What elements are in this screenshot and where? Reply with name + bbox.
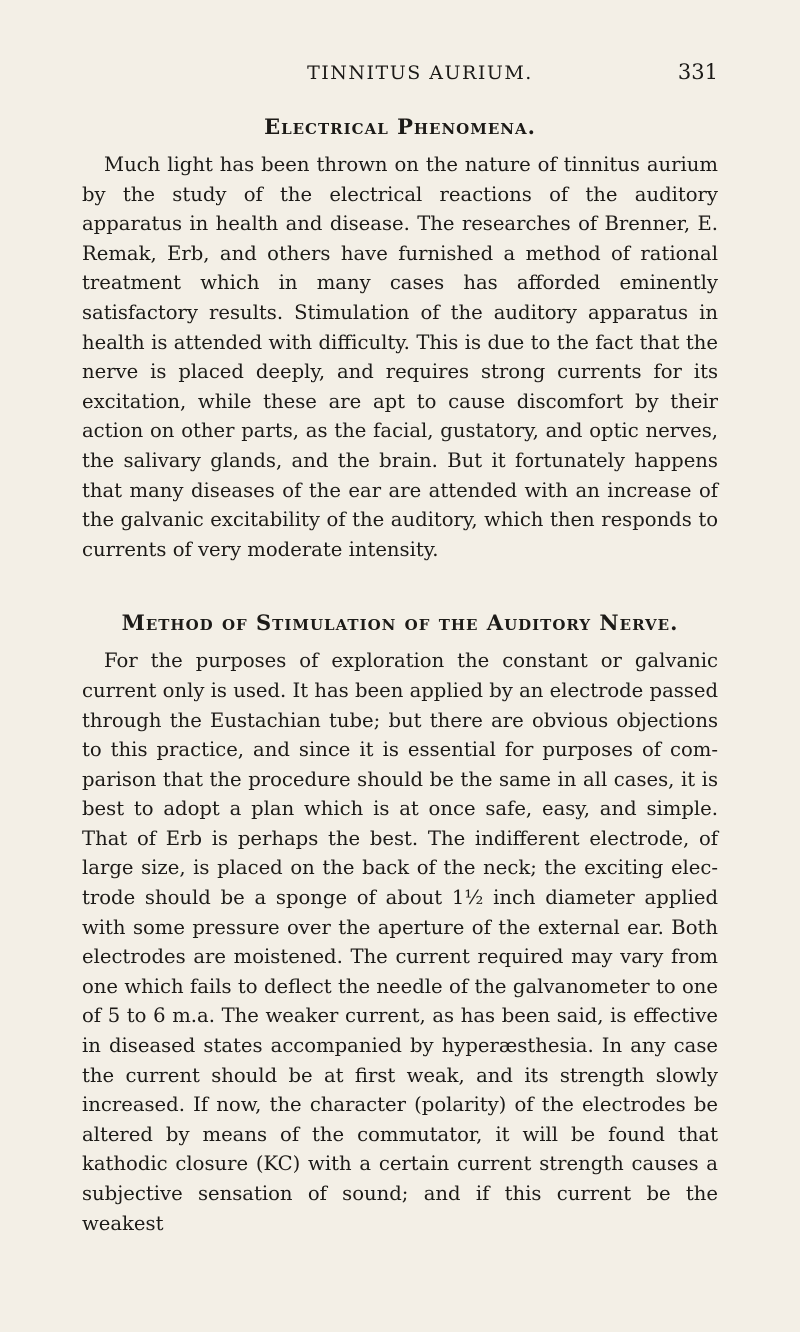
body-text <box>82 112 718 1238</box>
paragraph-method-of-stimulation: For the purposes of exploration the constant or galvanic current only is used. It has been applied by an electrode passed through the Eustachian tube; but there are obvious objections to this practice, and since it is essential for purposes of comparison that the procedure should be the same in all cases, it is best to adopt a plan which is at once safe, easy, and simple. That of Erb is perhaps the best. The indifferent electrode, of large size, is placed on the back of the neck; the exciting electrode should be a sponge of about 1½ inch diameter applied with some pressure over the aperture of the external ear. Both electrodes are moistened. The current required may vary from one which fails to deflect the needle of the galvanometer to one of 5 to 6 m.a. The weaker current, as has been said, is effective in diseased states accompanied by hyperæsthesia. In any case the current should be at first weak, and its strength slowly increased. If now, the character (polarity) of the electrodes be altered by means of the commutator, it will be found that kathodic closure (KC) with a certain current strength causes a subjective sensation of sound; and if this current be the weakest <box>82 649 718 1235</box>
running-title: TINNITUS AURIUM. <box>307 62 533 84</box>
section-gap <box>82 564 718 608</box>
section-heading-method-of-stimulation: Method of Stimulation of the Auditory Nerve. <box>121 610 679 636</box>
page-number: 331 <box>677 60 718 84</box>
paragraph-electrical-phenomena: Much light has been thrown on the nature of tinnitus aurium by the study of the electrical reactions of the auditory apparatus in health and disease. The researches of Brenner, E. Remak, Erb, and others have furnished a method of rational treatment which in many cases has afforded eminently satisfactory results. Stimulation of the auditory apparatus in health is attended with difficulty. This is due to the fact that the nerve is placed deeply, and requires strong currents for its excitation, while these are apt to cause discomfort by their action on other parts, as the facial, gustatory, and optic nerves, the salivary glands, and the brain. But it fortunately happens that many diseases of the ear are attended with an increase of the galvanic excitability of the auditory, which then responds to currents of very moderate intensity. <box>82 153 718 561</box>
running-head <box>0 62 800 92</box>
section-heading-electrical-phenomena: Electrical Phenomena. <box>264 114 536 139</box>
